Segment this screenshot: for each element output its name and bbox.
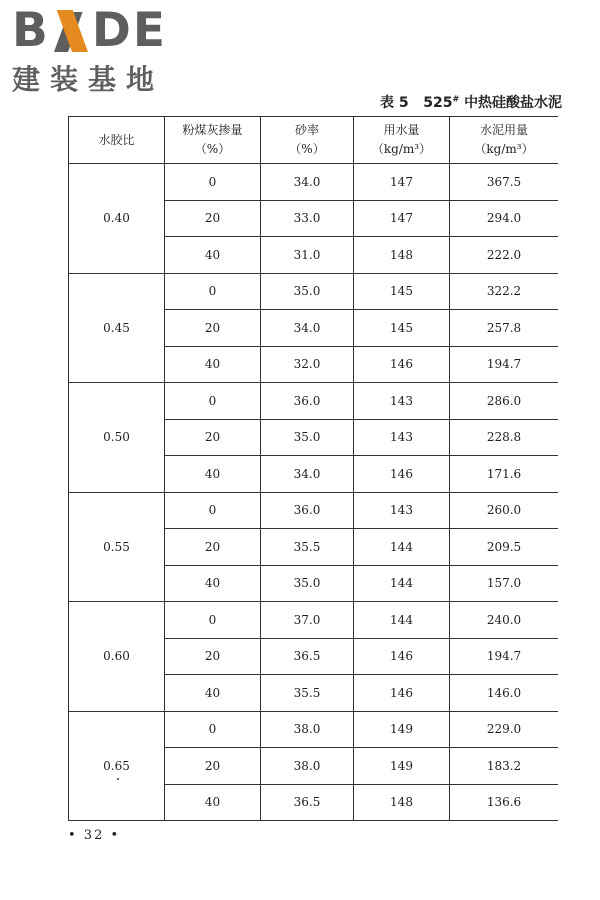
table-title-mark: # xyxy=(452,94,460,104)
table-row xyxy=(69,711,559,748)
cell-cement: 257.8 xyxy=(450,310,559,347)
cell-fly-ash: 0 xyxy=(165,492,261,529)
cell-cement: 222.0 xyxy=(450,237,559,274)
cell-fly-ash: 0 xyxy=(165,164,261,201)
cell-water: 143 xyxy=(354,383,450,420)
column-header xyxy=(165,117,261,164)
water-binder-ratio-cell: 0.60 xyxy=(69,602,165,712)
cell-fly-ash: 20 xyxy=(165,200,261,237)
cell-water: 149 xyxy=(354,748,450,785)
cell-fly-ash: 40 xyxy=(165,456,261,493)
stray-dot xyxy=(117,778,119,780)
cell-water: 146 xyxy=(354,456,450,493)
cell-cement: 194.7 xyxy=(450,638,559,675)
cell-sand: 36.0 xyxy=(261,492,354,529)
cell-cement: 294.0 xyxy=(450,200,559,237)
cell-sand: 37.0 xyxy=(261,602,354,639)
table-row xyxy=(69,273,559,310)
cell-fly-ash: 20 xyxy=(165,419,261,456)
cell-sand: 34.0 xyxy=(261,164,354,201)
mix-proportion-table xyxy=(68,116,558,821)
cell-water: 147 xyxy=(354,164,450,201)
table-header-row xyxy=(69,117,559,164)
cell-cement: 240.0 xyxy=(450,602,559,639)
cell-sand: 36.5 xyxy=(261,784,354,821)
cell-cement: 229.0 xyxy=(450,711,559,748)
column-header-label: 水泥用量 xyxy=(479,123,528,137)
column-header xyxy=(69,117,165,164)
table-row xyxy=(69,164,559,201)
cell-fly-ash: 20 xyxy=(165,748,261,785)
water-binder-ratio-cell: 0.45 xyxy=(69,273,165,383)
column-header-unit: （kg/m³） xyxy=(371,142,432,156)
cell-sand: 36.0 xyxy=(261,383,354,420)
cell-sand: 38.0 xyxy=(261,711,354,748)
cell-cement: 136.6 xyxy=(450,784,559,821)
cell-sand: 35.5 xyxy=(261,675,354,712)
cell-fly-ash: 20 xyxy=(165,310,261,347)
cell-water: 143 xyxy=(354,492,450,529)
logo-a-mark xyxy=(52,10,90,52)
cell-fly-ash: 40 xyxy=(165,675,261,712)
table-title-prefix: 表 5 xyxy=(380,95,409,111)
cell-fly-ash: 20 xyxy=(165,529,261,566)
cell-sand: 34.0 xyxy=(261,310,354,347)
table-title xyxy=(380,92,562,112)
cell-sand: 33.0 xyxy=(261,200,354,237)
cell-water: 144 xyxy=(354,602,450,639)
cell-cement: 286.0 xyxy=(450,383,559,420)
cell-cement: 194.7 xyxy=(450,346,559,383)
water-binder-ratio-cell: 0.65 xyxy=(69,711,165,821)
cell-fly-ash: 40 xyxy=(165,784,261,821)
table-title-suffix: 中热硅酸盐水泥 xyxy=(464,95,563,111)
column-header-label: 用水量 xyxy=(383,123,420,137)
cell-sand: 34.0 xyxy=(261,456,354,493)
logo-subtitle: 建装基地 xyxy=(12,63,165,96)
cell-water: 146 xyxy=(354,675,450,712)
cell-cement: 183.2 xyxy=(450,748,559,785)
brand-logo xyxy=(12,3,167,98)
column-header-label: 砂率 xyxy=(294,123,319,137)
cell-cement: 209.5 xyxy=(450,529,559,566)
cell-fly-ash: 40 xyxy=(165,565,261,602)
cell-cement: 228.8 xyxy=(450,419,559,456)
column-header-unit: （%） xyxy=(194,142,231,156)
cell-water: 148 xyxy=(354,237,450,274)
logo-letter-b: B xyxy=(12,3,50,58)
cell-sand: 35.0 xyxy=(261,273,354,310)
cell-fly-ash: 0 xyxy=(165,383,261,420)
cell-sand: 31.0 xyxy=(261,237,354,274)
column-header xyxy=(354,117,450,164)
cell-fly-ash: 0 xyxy=(165,273,261,310)
water-binder-ratio-cell: 0.55 xyxy=(69,492,165,602)
cell-water: 145 xyxy=(354,273,450,310)
cell-fly-ash: 20 xyxy=(165,638,261,675)
cell-fly-ash: 40 xyxy=(165,237,261,274)
page-number: • 32 • xyxy=(68,828,121,843)
cell-fly-ash: 40 xyxy=(165,346,261,383)
logo-letters-de: DE xyxy=(91,3,167,58)
cell-sand: 36.5 xyxy=(261,638,354,675)
cell-water: 144 xyxy=(354,529,450,566)
cell-water: 143 xyxy=(354,419,450,456)
column-header-unit: （kg/m³） xyxy=(474,142,534,156)
cell-fly-ash: 0 xyxy=(165,711,261,748)
cell-water: 144 xyxy=(354,565,450,602)
cell-water: 149 xyxy=(354,711,450,748)
cell-sand: 38.0 xyxy=(261,748,354,785)
column-header xyxy=(261,117,354,164)
cell-cement: 157.0 xyxy=(450,565,559,602)
column-header-label: 粉煤灰掺量 xyxy=(182,123,243,137)
cell-cement: 171.6 xyxy=(450,456,559,493)
cell-sand: 35.0 xyxy=(261,419,354,456)
column-header xyxy=(450,117,559,164)
cell-cement: 260.0 xyxy=(450,492,559,529)
water-binder-ratio-cell: 0.50 xyxy=(69,383,165,493)
cell-water: 148 xyxy=(354,784,450,821)
water-binder-ratio-cell: 0.40 xyxy=(69,164,165,274)
cell-fly-ash: 0 xyxy=(165,602,261,639)
table-row xyxy=(69,383,559,420)
table-row xyxy=(69,492,559,529)
cell-water: 145 xyxy=(354,310,450,347)
cell-water: 146 xyxy=(354,638,450,675)
cell-water: 146 xyxy=(354,346,450,383)
cell-water: 147 xyxy=(354,200,450,237)
cell-sand: 32.0 xyxy=(261,346,354,383)
table-body xyxy=(69,164,559,821)
cell-sand: 35.0 xyxy=(261,565,354,602)
cell-cement: 322.2 xyxy=(450,273,559,310)
column-header-label: 水胶比 xyxy=(98,132,135,147)
logo-wordmark xyxy=(12,3,167,58)
column-header-unit: （%） xyxy=(289,142,325,156)
cell-cement: 367.5 xyxy=(450,164,559,201)
cell-cement: 146.0 xyxy=(450,675,559,712)
table-row xyxy=(69,602,559,639)
table-title-number: 525 xyxy=(423,95,453,111)
cell-sand: 35.5 xyxy=(261,529,354,566)
